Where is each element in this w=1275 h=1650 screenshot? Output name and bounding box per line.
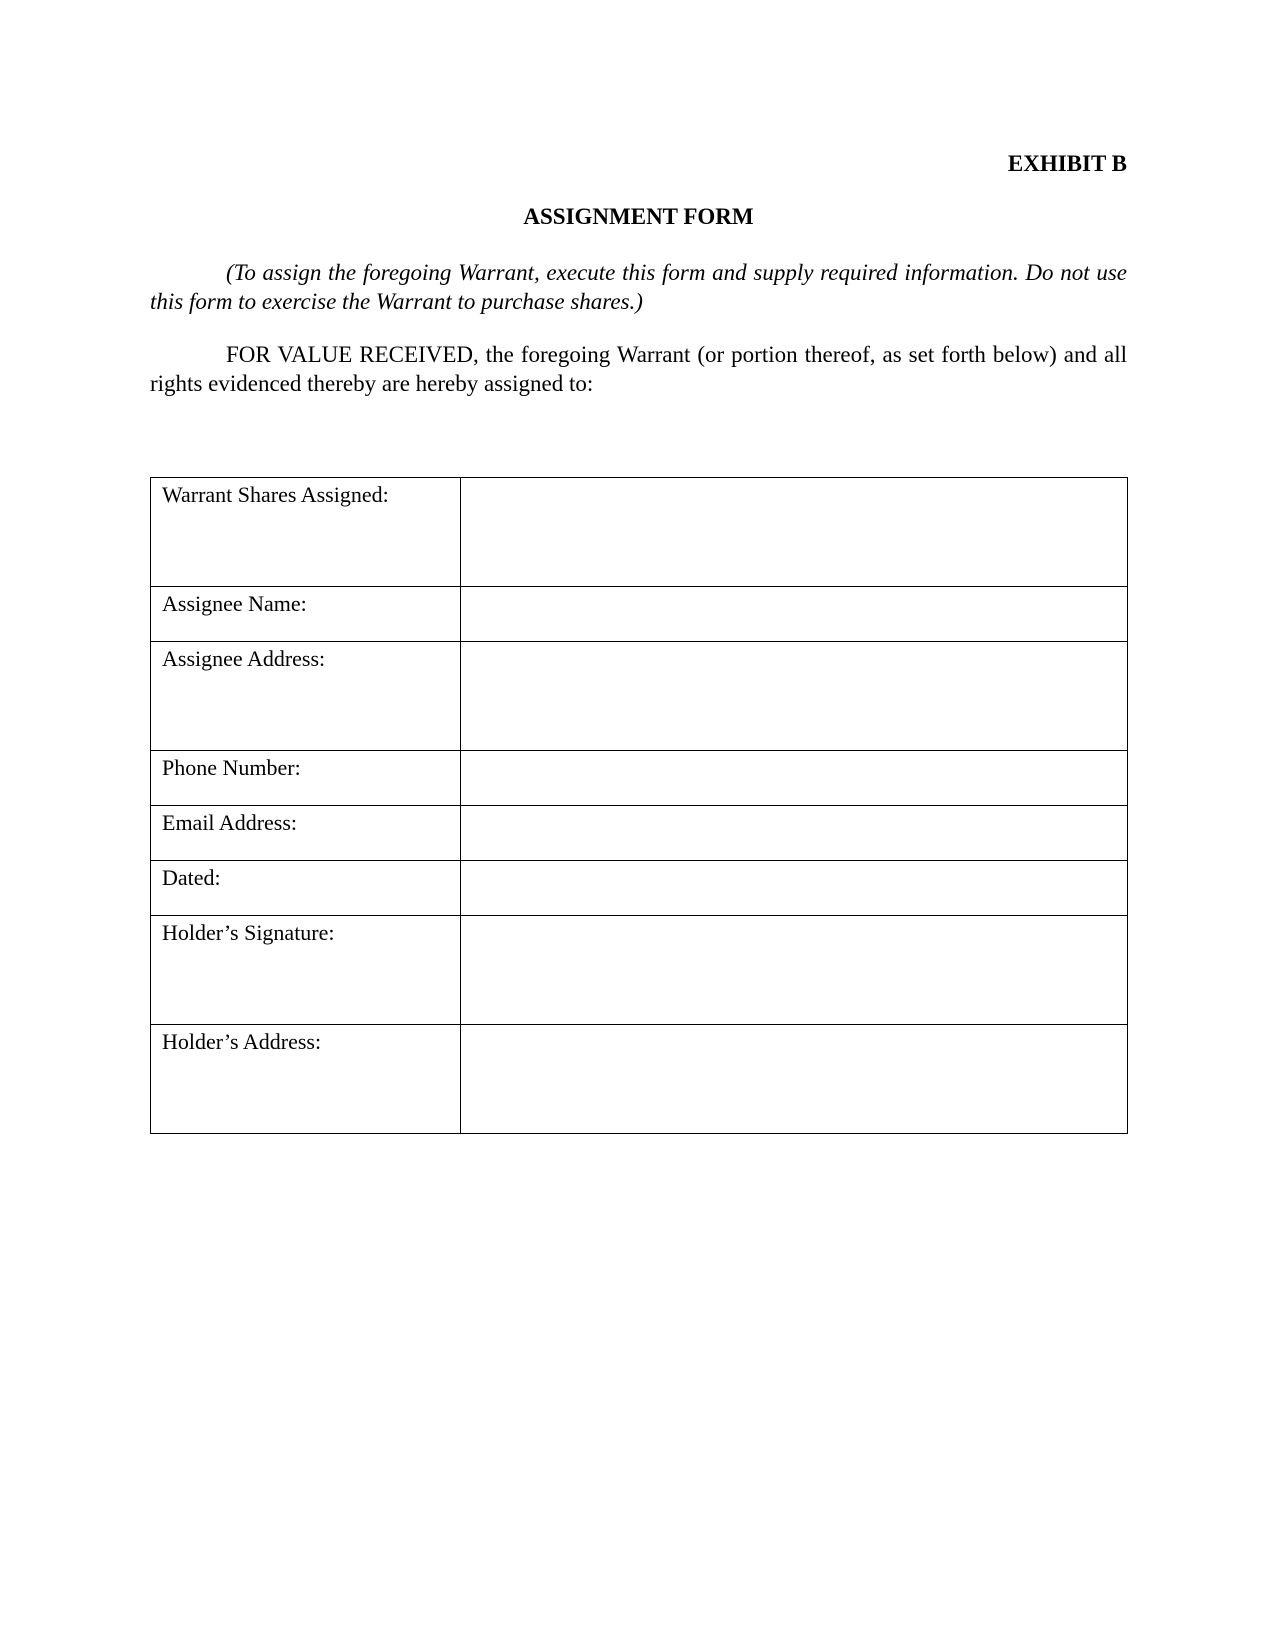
phone-number-field[interactable] xyxy=(461,751,1128,806)
table-row xyxy=(151,861,1128,916)
table-row xyxy=(151,806,1128,861)
holder-signature-field[interactable] xyxy=(461,916,1128,1025)
warrant-shares-field[interactable] xyxy=(461,478,1128,587)
exhibit-label: EXHIBIT B xyxy=(1007,151,1127,176)
holder-address-field[interactable] xyxy=(461,1025,1128,1134)
table-row xyxy=(151,916,1128,1025)
table-row xyxy=(151,642,1128,751)
table-row xyxy=(151,751,1128,806)
row-label-warrant-shares: Warrant Shares Assigned: xyxy=(151,478,461,587)
dated-field[interactable] xyxy=(461,861,1128,916)
assignee-name-field[interactable] xyxy=(461,587,1128,642)
row-label-email-address: Email Address: xyxy=(151,806,461,861)
row-label-dated: Dated: xyxy=(151,861,461,916)
row-label-assignee-address: Assignee Address: xyxy=(151,642,461,751)
row-label-holder-signature: Holder’s Signature: xyxy=(151,916,461,1025)
assignee-address-field[interactable] xyxy=(461,642,1128,751)
row-label-phone-number: Phone Number: xyxy=(151,751,461,806)
row-label-holder-address: Holder’s Address: xyxy=(151,1025,461,1134)
table-row xyxy=(151,587,1128,642)
document-page xyxy=(150,0,1127,1650)
table-row xyxy=(151,1025,1128,1134)
assignment-paragraph: FOR VALUE RECEIVED, the foregoing Warrant (or portion thereof, as set forth below) and all rights evidenced thereby are hereby assigned to: xyxy=(150,342,1127,396)
table-row xyxy=(151,478,1128,587)
row-label-assignee-name: Assignee Name: xyxy=(151,587,461,642)
email-address-field[interactable] xyxy=(461,806,1128,861)
page-title: ASSIGNMENT FORM xyxy=(523,204,754,229)
instructions-paragraph: (To assign the foregoing Warrant, execute this form and supply required information. Do not use this form to exercise the Warrant to purchase shares.) xyxy=(150,260,1127,314)
assignment-table xyxy=(150,477,1128,1134)
